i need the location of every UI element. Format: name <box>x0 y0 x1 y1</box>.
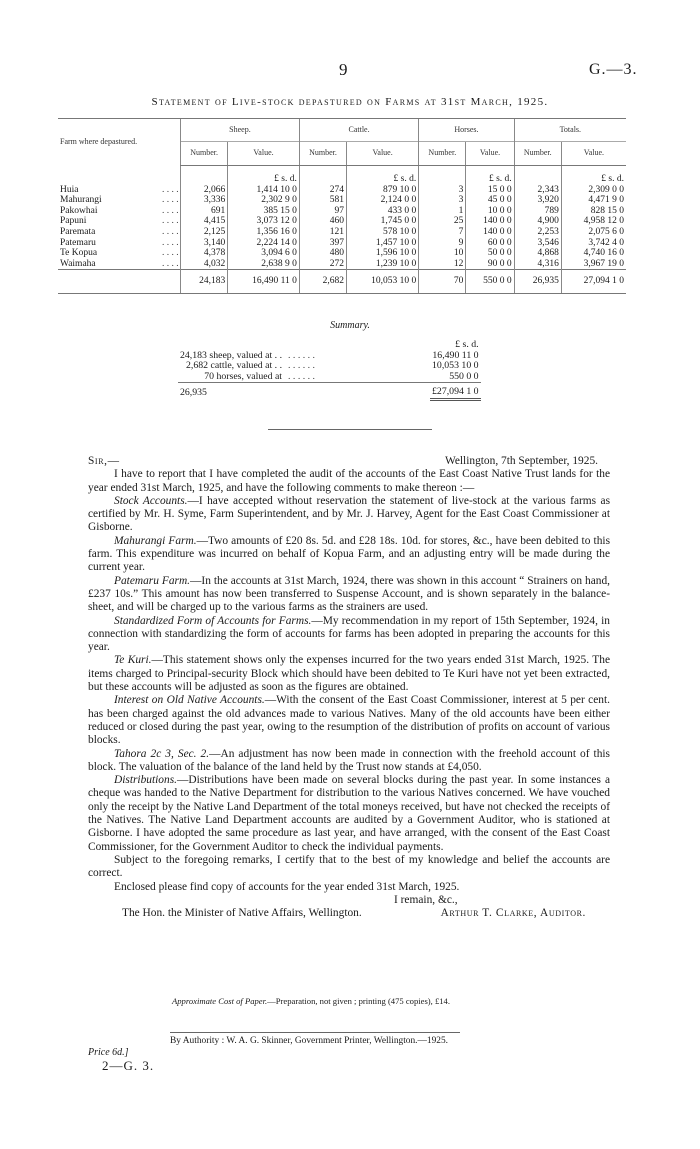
cell-sheep-val: 1,356 16 0 <box>228 227 300 238</box>
paper-cost-note <box>172 996 450 1006</box>
leader-dots: . . . . <box>162 258 179 269</box>
cell-sheep-val: 2,302 9 0 <box>228 195 300 206</box>
cell-tot: 3,920 <box>514 195 561 206</box>
standardized-heading: Standardized Form of Accounts for Farms. <box>114 614 312 627</box>
cell-sheep: 4,415 <box>181 216 228 227</box>
total-horses-val: 550 0 0 <box>466 270 514 294</box>
te-kuri-paragraph <box>88 654 610 694</box>
cell-cattle-val: 578 10 0 <box>347 227 419 238</box>
leader-dots: . . . . <box>162 195 179 206</box>
summary-row <box>178 372 481 383</box>
summary-total-amount: £27,094 1 0 <box>430 383 481 400</box>
distributions-paragraph <box>88 774 610 854</box>
interest-text: —With the consent of the East Coast Commissioner, interest at 5 per cent. has been charged against the old advances made to various Natives. Many of the old accounts have been either reduced or closed during the past year, owing to the resumption of the distribution of profits on account of various blocks. <box>88 694 610 747</box>
farm-name-cell <box>58 259 181 270</box>
totals-row <box>58 270 626 294</box>
cost-label: Approximate Cost of Paper. <box>172 996 268 1006</box>
summary-row <box>178 361 481 372</box>
interest-paragraph <box>88 694 610 747</box>
sub-number-header: Number. <box>299 142 346 166</box>
cell-horses: 25 <box>419 216 466 227</box>
totals-group-header: Totals. <box>514 119 626 142</box>
total-tot: 26,935 <box>514 270 561 294</box>
summary-amount: 10,053 10 0 <box>432 360 479 371</box>
farm-name: Paremata <box>60 226 96 237</box>
patemaru-text: —In the accounts at 31st March, 1924, there was shown in this account “ Strainers on hand, £237 10s.” This amount has now been transferred to Suspense Account, and is shown separately in the balance-sheet, and will be charged up to the various farms as the strainers are used. <box>88 574 610 614</box>
salutation: Sir,— <box>88 455 120 467</box>
distributions-text: —Distributions have been made on several blocks during the past year. In some instances a cheque was handed to the Native Department for distribution to the various Natives concerned. We have vouched only the receipt by the Native Land Department of the total moneys received, but have not checked the receipts of the Natives. The Native Land Department accounts are audited by a Government Auditor, who is stationed at Gisborne. I have adopted the same procedure as last year, and have arranged, with the consent of the East Coast Commissioner, for the Government Auditor to check the individual payments. <box>88 774 610 853</box>
cell-tot: 3,546 <box>514 238 561 249</box>
sub-number-header: Number. <box>419 142 466 166</box>
cell-tot: 4,316 <box>514 259 561 270</box>
farm-column-header: Farm where depastured. <box>58 119 181 166</box>
summary-amount: 550 0 0 <box>449 370 479 382</box>
cell-sheep: 2,066 <box>181 185 228 196</box>
leader-dots: . . . . <box>162 205 179 216</box>
farm-name: Waimaha <box>60 258 96 269</box>
table-row <box>58 227 626 238</box>
cell-cattle-val: 1,457 10 0 <box>347 238 419 249</box>
farm-name: Te Kopua <box>60 248 98 259</box>
leader-dots: . . . . <box>162 237 179 248</box>
cell-sheep-val: 3,094 6 0 <box>228 248 300 259</box>
total-horses: 70 <box>419 270 466 294</box>
farm-name: Mahurangi <box>60 195 102 206</box>
cell-sheep: 2,125 <box>181 227 228 238</box>
unit-label: £ s. d. <box>561 166 626 185</box>
cell-cattle: 272 <box>299 259 346 270</box>
cell-sheep-val: 3,073 12 0 <box>228 216 300 227</box>
cell-horses: 10 <box>419 248 466 259</box>
total-sheep-val: 16,490 11 0 <box>228 270 300 294</box>
summary-dots: . . . . . . <box>288 349 315 361</box>
farm-name-cell <box>58 238 181 249</box>
cell-sheep: 691 <box>181 206 228 217</box>
cell-sheep: 3,336 <box>181 195 228 206</box>
cell-horses: 9 <box>419 238 466 249</box>
cell-cattle: 121 <box>299 227 346 238</box>
signature: Arthur T. Clarke, Auditor. <box>440 907 586 920</box>
cell-sheep: 4,378 <box>181 248 228 259</box>
farm-name-cell <box>58 248 181 259</box>
section-divider <box>268 429 432 430</box>
signature-line <box>88 907 610 920</box>
summary-dots: . . . . . . <box>288 360 315 371</box>
distributions-heading: Distributions. <box>114 774 177 787</box>
cell-sheep-val: 1,414 10 0 <box>228 185 300 196</box>
cell-tot-val: 4,740 16 0 <box>561 248 626 259</box>
sheet-signature: 2—G. 3. <box>102 1058 155 1073</box>
cell-tot: 2,343 <box>514 185 561 196</box>
table-row <box>58 238 626 249</box>
summary-total-label: 26,935 <box>178 383 286 400</box>
sub-value-header: Value. <box>347 142 419 166</box>
summary-label: 2,682 cattle, valued at . . <box>185 360 283 371</box>
farm-name-cell <box>58 216 181 227</box>
farm-name-cell <box>58 206 181 217</box>
unit-label: £ s. d. <box>466 166 514 185</box>
tahora-paragraph <box>88 748 610 775</box>
farm-name: Huia <box>60 184 79 195</box>
cost-text: —Preparation, not given ; printing (475 copies), £14. <box>267 996 450 1006</box>
totals-row-label <box>58 270 181 294</box>
stock-text: —I have accepted without reservation the statement of live-stock at the various farms as certified by Mr. H. Syme, Farm Superintendent, and by Mr. J. Harvey, Agent for the East Coast Commissioner at Gisborne. <box>88 494 610 534</box>
cell-horses-val: 45 0 0 <box>466 195 514 206</box>
total-cattle-val: 10,053 10 0 <box>347 270 419 294</box>
total-cattle: 2,682 <box>299 270 346 294</box>
cell-tot-val: 4,471 9 0 <box>561 195 626 206</box>
table-row <box>58 185 626 196</box>
stock-paragraph <box>88 495 610 535</box>
farm-name-cell <box>58 195 181 206</box>
cell-cattle: 581 <box>299 195 346 206</box>
cell-tot-val: 828 15 0 <box>561 206 626 217</box>
sheep-group-header: Sheep. <box>181 119 300 142</box>
cell-cattle: 460 <box>299 216 346 227</box>
unit-label: £ s. d. <box>228 166 300 185</box>
cell-tot-val: 4,958 12 0 <box>561 216 626 227</box>
cell-horses: 1 <box>419 206 466 217</box>
standardized-paragraph <box>88 615 610 655</box>
farm-name: Papuni <box>60 216 87 227</box>
standardized-text: —My recommendation in my report of 15th September, 1924, in connection with standardizing the form of accounts for farms has been adopted in preparing the accounts for this year. <box>88 614 610 654</box>
interest-heading: Interest on Old Native Accounts. <box>114 694 265 707</box>
authority-line: By Authority : W. A. G. Skinner, Government Printer, Wellington.—1925. <box>170 1036 448 1046</box>
table-row <box>58 195 626 206</box>
mahurangi-text: —Two amounts of £20 8s. 5d. and £28 18s. 10d. for stores, &c., have been debited to this farm. This expenditure was incurred on behalf of Kopua Farm, and an adjusting entry will be made during the current year. <box>88 534 611 574</box>
farm-name-cell <box>58 185 181 196</box>
sub-number-header: Number. <box>514 142 561 166</box>
cell-tot: 4,900 <box>514 216 561 227</box>
te-kuri-heading: Te Kuri. <box>114 654 152 667</box>
mahurangi-paragraph <box>88 535 610 575</box>
livestock-table <box>58 118 626 294</box>
summary-amount: 16,490 11 0 <box>432 349 479 361</box>
enclosed-paragraph: Enclosed please find copy of accounts for the year ended 31st March, 1925. <box>114 880 460 893</box>
cell-horses-val: 60 0 0 <box>466 238 514 249</box>
tahora-heading: Tahora 2c 3, Sec. 2. <box>114 747 210 760</box>
cell-sheep: 3,140 <box>181 238 228 249</box>
cell-sheep-val: 385 15 0 <box>228 206 300 217</box>
cell-horses-val: 140 0 0 <box>466 216 514 227</box>
audit-letter <box>88 455 610 920</box>
certify-paragraph: Subject to the foregoing remarks, I certify that to the best of my knowledge and belief the accounts are correct. <box>88 853 610 880</box>
farm-name: Patemaru <box>60 237 96 248</box>
letter-date: Wellington, 7th September, 1925. <box>444 455 598 467</box>
stock-heading: Stock Accounts. <box>114 494 188 507</box>
patemaru-paragraph <box>88 575 610 615</box>
summary-dots: . . . . . . <box>288 370 315 382</box>
cell-cattle: 397 <box>299 238 346 249</box>
leader-dots: . . . . <box>162 226 179 237</box>
table-row <box>58 259 626 270</box>
summary-label: 70 horses, valued at <box>204 370 283 382</box>
cell-horses-val: 90 0 0 <box>466 259 514 270</box>
cell-tot-val: 3,967 19 0 <box>561 259 626 270</box>
cell-tot: 2,253 <box>514 227 561 238</box>
cell-sheep-val: 2,224 14 0 <box>228 238 300 249</box>
horses-group-header: Horses. <box>419 119 514 142</box>
unit-label: £ s. d. <box>347 166 419 185</box>
cell-cattle-val: 1,745 0 0 <box>347 216 419 227</box>
cell-horses-val: 15 0 0 <box>466 185 514 196</box>
page-number: 9 <box>339 60 348 79</box>
sub-value-header: Value. <box>228 142 300 166</box>
cell-cattle-val: 1,596 10 0 <box>347 248 419 259</box>
cell-horses: 7 <box>419 227 466 238</box>
intro-paragraph: I have to report that I have completed the audit of the accounts of the East Coast Native Trust lands for the year ended 31st March, 1925, and have the following comments to make thereon :— <box>88 468 610 494</box>
document-code: G.—3. <box>589 61 638 78</box>
cell-tot-val: 3,742 4 0 <box>561 238 626 249</box>
summary-unit-label: £ s. d. <box>455 339 479 350</box>
cell-cattle-val: 433 0 0 <box>347 206 419 217</box>
mahurangi-heading: Mahurangi Farm. <box>114 534 197 547</box>
summary-label: 24,183 sheep, valued at . . <box>180 349 283 361</box>
cell-cattle-val: 1,239 10 0 <box>347 259 419 270</box>
cell-sheep: 4,032 <box>181 259 228 270</box>
table-row <box>58 248 626 259</box>
cell-tot-val: 2,075 6 0 <box>561 227 626 238</box>
cell-horses-val: 140 0 0 <box>466 227 514 238</box>
leader-dots: . . . . <box>162 184 179 195</box>
cell-cattle-val: 879 10 0 <box>347 185 419 196</box>
cell-horses: 3 <box>419 185 466 196</box>
sub-number-header: Number. <box>181 142 228 166</box>
te-kuri-text: —This statement shows only the expenses incurred for the two years ended 31st March, 1925. The items charged to Principal-security Block which should have been debited to Te Kuri have not yet been extracted, but these accounts will be adjusted as soon as the figures are obtained. <box>88 654 611 694</box>
table-row <box>58 206 626 217</box>
cell-horses: 3 <box>419 195 466 206</box>
total-tot-val: 27,094 1 0 <box>561 270 626 294</box>
cell-cattle: 274 <box>299 185 346 196</box>
summary-heading: Summary. <box>330 320 370 331</box>
patemaru-heading: Patemaru Farm. <box>114 574 191 587</box>
cell-tot: 789 <box>514 206 561 217</box>
closing: I remain, &c., <box>394 893 458 906</box>
tahora-text: —An adjustment has now been made in connection with the freehold account of this block. The valuation of the balance of the land held by the Trust now stands at £4,050. <box>88 747 610 773</box>
sub-value-header: Value. <box>466 142 514 166</box>
cell-sheep-val: 2,638 9 0 <box>228 259 300 270</box>
cell-horses-val: 50 0 0 <box>466 248 514 259</box>
cell-cattle: 480 <box>299 248 346 259</box>
cell-tot-val: 2,309 0 0 <box>561 185 626 196</box>
summary-table <box>178 340 481 401</box>
cell-tot: 4,868 <box>514 248 561 259</box>
letter-heading <box>88 455 610 468</box>
cell-cattle: 97 <box>299 206 346 217</box>
price: Price 6d.] <box>88 1047 129 1058</box>
cattle-group-header: Cattle. <box>299 119 418 142</box>
table-title: Statement of Live-stock depastured on Farms at 31st March, 1925. <box>151 96 549 108</box>
table-row <box>58 216 626 227</box>
farm-name: Pakowhai <box>60 205 98 216</box>
leader-dots: . . . . <box>162 248 179 259</box>
summary-total-row <box>178 383 481 400</box>
sub-value-header: Value. <box>561 142 626 166</box>
cell-horses: 12 <box>419 259 466 270</box>
farm-name-cell <box>58 227 181 238</box>
cell-cattle-val: 2,124 0 0 <box>347 195 419 206</box>
cell-horses-val: 10 0 0 <box>466 206 514 217</box>
footer-divider <box>170 1032 460 1033</box>
leader-dots: . . . . <box>162 216 179 227</box>
total-sheep: 24,183 <box>181 270 228 294</box>
addressee: The Hon. the Minister of Native Affairs, Wellington. <box>122 907 362 920</box>
